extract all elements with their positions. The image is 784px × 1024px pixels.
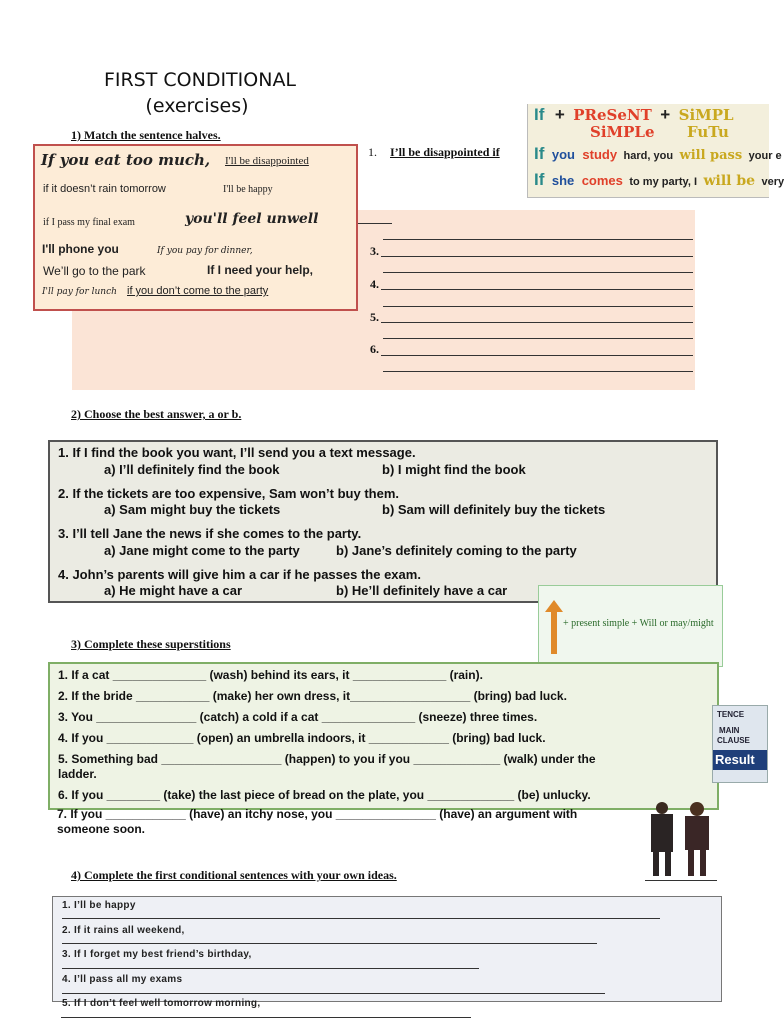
example-word: will pass bbox=[679, 148, 743, 163]
question-3: 3. I’ll tell Jane the news if she comes to the party. bbox=[58, 526, 362, 541]
card-phrase: If I need your help, bbox=[207, 263, 314, 277]
card-phrase: if it doesn’t rain tomorrow bbox=[43, 183, 166, 195]
formula-row bbox=[590, 123, 729, 142]
answer-5-number: 5. bbox=[370, 310, 379, 324]
formula-row bbox=[534, 105, 734, 125]
prompt-1: 1. I’ll be happy bbox=[62, 900, 136, 911]
choose-answer-box bbox=[48, 440, 718, 603]
card-phrase: I'll phone you bbox=[42, 242, 119, 256]
prompt-4: 4. I’ll pass all my exams bbox=[62, 974, 183, 985]
option-3b: b) Jane’s definitely coming to the party bbox=[336, 543, 577, 558]
page-title: FIRST CONDITIONAL bbox=[103, 69, 297, 91]
formula-future: FuTu bbox=[686, 123, 729, 141]
option-4a: a) He might have a car bbox=[104, 583, 242, 598]
superstitions-box bbox=[48, 662, 719, 810]
widget-label: MAIN bbox=[719, 726, 740, 735]
formula-if: If bbox=[534, 144, 545, 163]
formula-plus: + bbox=[554, 105, 565, 124]
option-3a: a) Jane might come to the party bbox=[104, 543, 300, 558]
writing-line bbox=[62, 943, 597, 944]
result-button[interactable]: Result bbox=[713, 750, 767, 770]
writing-line bbox=[381, 256, 693, 257]
writing-line bbox=[62, 968, 479, 969]
example-word: she bbox=[551, 173, 575, 188]
superstition-6: 6. If you ________ (take) the last piece of bread on the plate, you _____________ (be) unlucky. bbox=[58, 788, 591, 802]
example-word: comes bbox=[581, 173, 623, 188]
writing-line bbox=[62, 993, 605, 994]
example-word: very bbox=[761, 176, 784, 188]
option-4b: b) He’ll definitely have a car bbox=[336, 583, 508, 598]
arrow-icon bbox=[543, 600, 573, 660]
superstition-4: 4. If you _____________ (open) an umbrella indoors, it ____________ (bring) bad luck. bbox=[58, 731, 546, 745]
prompt-3: 3. If I forget my best friend’s birthday, bbox=[62, 949, 252, 960]
grammar-picture bbox=[538, 585, 723, 667]
example-word: to my party, I bbox=[629, 176, 698, 188]
picture-caption: + present simple + Will or may/might bbox=[563, 618, 714, 629]
option-2a: a) Sam might buy the tickets bbox=[104, 502, 281, 517]
formula-if: If bbox=[534, 105, 545, 124]
writing-line bbox=[62, 918, 660, 919]
writing-line bbox=[383, 272, 693, 273]
writing-line bbox=[383, 338, 693, 339]
card-phrase: If you pay for dinner, bbox=[157, 246, 253, 256]
answer-6-number: 6. bbox=[370, 342, 379, 356]
own-ideas-box bbox=[52, 896, 722, 1009]
question-2: 2. If the tickets are too expensive, Sam won’t buy them. bbox=[58, 486, 399, 501]
example-word: you bbox=[551, 147, 575, 162]
grammar-formula-banner bbox=[527, 104, 784, 198]
card-phrase: If you eat too much, bbox=[41, 151, 211, 169]
card-phrase: I'll pay for lunch bbox=[42, 287, 117, 297]
superstition-7-cont: someone soon. bbox=[57, 822, 146, 836]
answer-4-number: 4. bbox=[370, 277, 379, 291]
writing-line bbox=[381, 322, 693, 323]
answer-3-number: 3. bbox=[370, 244, 379, 258]
sentence-halves-card bbox=[33, 144, 358, 311]
writing-line bbox=[358, 223, 392, 224]
card-phrase: I'll be disappointed bbox=[225, 155, 309, 167]
writing-line bbox=[381, 289, 693, 290]
writing-line bbox=[381, 355, 693, 356]
example-word: your e bbox=[748, 150, 782, 162]
prompt-5: 5. If I don’t feel well tomorrow morning, bbox=[62, 998, 261, 1009]
superstition-5-cont: ladder. bbox=[58, 767, 97, 781]
question-4: 4. John’s parents will give him a car if he passes the exam. bbox=[58, 567, 421, 582]
superstition-2: 2. If the bride ___________ (make) her own dress, it__________________ (bring) bad luck. bbox=[58, 689, 567, 703]
card-phrase: you'll feel unwell bbox=[185, 211, 319, 227]
card-phrase: if I pass my final exam bbox=[43, 217, 135, 228]
card-phrase: We’ll go to the park bbox=[43, 264, 146, 278]
superstition-7: 7. If you ____________ (have) an itchy nose, you _______________ (have) an argument with bbox=[57, 807, 578, 821]
option-1b: b) I might find the book bbox=[382, 462, 526, 477]
question-1: 1. If I find the book you want, I’ll send you a text message. bbox=[58, 445, 416, 460]
formula-plus: + bbox=[660, 105, 671, 124]
formula-example-1 bbox=[534, 144, 782, 164]
people-illustration bbox=[645, 800, 720, 880]
card-phrase: I'll be happy bbox=[223, 184, 273, 195]
heading-rule bbox=[645, 880, 717, 881]
section-3-heading: 3) Complete these superstitions bbox=[71, 637, 231, 651]
writing-line bbox=[383, 306, 693, 307]
sentence-structure-widget bbox=[712, 705, 768, 783]
formula-present: PReSeNT bbox=[573, 106, 652, 124]
example-word: will be bbox=[703, 173, 756, 189]
answer-1-text: I’ll be disappointed if bbox=[390, 145, 500, 159]
superstition-3: 3. You _______________ (catch) a cold if a cat ______________ (sneeze) three times. bbox=[58, 710, 538, 724]
example-word: study bbox=[582, 147, 618, 162]
section-4-heading: 4) Complete the first conditional sentences with your own ideas. bbox=[71, 868, 397, 882]
section-1-heading: 1) Match the sentence halves. bbox=[71, 128, 221, 142]
writing-line bbox=[383, 239, 693, 240]
section-2-heading: 2) Choose the best answer, a or b. bbox=[71, 407, 242, 421]
formula-simple: SiMPLe bbox=[590, 123, 655, 141]
superstition-5: 5. Something bad __________________ (happen) to you if you _____________ (walk) under the bbox=[58, 752, 596, 766]
writing-line bbox=[383, 371, 693, 372]
formula-if: If bbox=[534, 170, 545, 189]
formula-example-2 bbox=[534, 170, 784, 190]
widget-label: CLAUSE bbox=[717, 736, 750, 745]
widget-label: TENCE bbox=[717, 710, 745, 719]
page-subtitle: (exercises) bbox=[145, 95, 249, 117]
superstition-1: 1. If a cat ______________ (wash) behind its ears, it ______________ (rain). bbox=[58, 668, 483, 682]
writing-line bbox=[61, 1017, 471, 1018]
prompt-2: 2. If it rains all weekend, bbox=[62, 925, 185, 936]
option-2b: b) Sam will definitely buy the tickets bbox=[382, 502, 606, 517]
card-phrase: if you don’t come to the party bbox=[127, 285, 269, 297]
formula-simple: SiMPL bbox=[678, 106, 734, 124]
option-1a: a) I’ll definitely find the book bbox=[104, 462, 280, 477]
example-word: hard, you bbox=[623, 150, 674, 162]
answer-1-number: 1. bbox=[368, 145, 377, 159]
